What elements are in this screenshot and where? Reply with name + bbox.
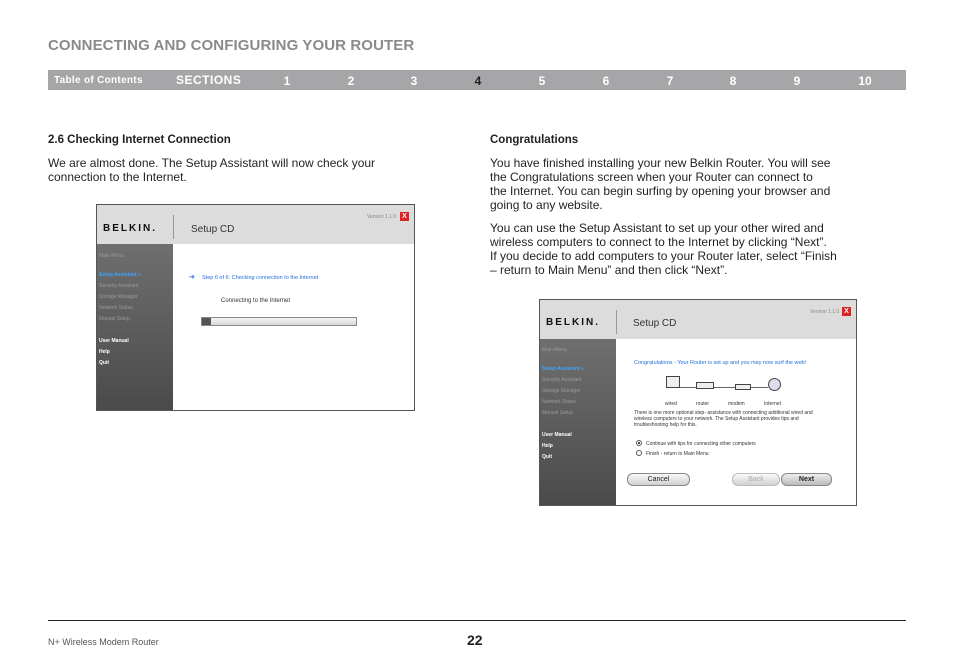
info-line: troubleshooting help for this. xyxy=(634,422,697,428)
menu-setup-assistant[interactable]: Setup Assistant » xyxy=(542,366,584,372)
step-text: Step 6 of 6: Checking connection to the Internet xyxy=(202,275,319,281)
paragraph-line: If you decide to add computers to your Router later, select “Finish xyxy=(490,249,837,263)
section-link-2[interactable]: 2 xyxy=(347,74,355,88)
section-link-6[interactable]: 6 xyxy=(602,74,610,88)
router-icon xyxy=(696,382,714,389)
congratulations-message: Congratulations - Your Router is set up and you may now surf the web! xyxy=(634,360,807,366)
continue-option-label: Continue with tips for connecting other computers xyxy=(646,441,756,447)
menu-help[interactable]: Help xyxy=(99,349,110,355)
screenshot-sidebar xyxy=(97,244,173,410)
paragraph-line: connection to the Internet. xyxy=(48,170,187,184)
logo-divider xyxy=(173,215,174,239)
menu-setup-assistant[interactable]: Setup Assistant » xyxy=(99,272,141,278)
computer-icon xyxy=(666,376,680,388)
menu-help[interactable]: Help xyxy=(542,443,553,449)
section-link-3[interactable]: 3 xyxy=(410,74,418,88)
finish-option-label: Finish - return to Main Menu xyxy=(646,451,709,457)
table-of-contents-link[interactable]: Table of Contents xyxy=(54,75,143,86)
paragraph-line: going to any website. xyxy=(490,198,603,212)
section-link-1[interactable]: 1 xyxy=(283,74,291,88)
section-nav-bar xyxy=(48,70,906,90)
section-link-8[interactable]: 8 xyxy=(729,74,737,88)
menu-network-status[interactable]: Network Status xyxy=(99,305,133,311)
modem-icon xyxy=(735,384,751,390)
next-button[interactable]: Next xyxy=(781,473,832,486)
diagram-label-wired: wired xyxy=(665,401,677,407)
menu-quit[interactable]: Quit xyxy=(99,360,109,366)
section-link-4[interactable]: 4 xyxy=(474,74,482,88)
logo-divider xyxy=(616,310,617,334)
diagram-label-router: router xyxy=(696,401,710,407)
menu-user-manual[interactable]: User Manual xyxy=(99,338,129,344)
setup-cd-title: Setup CD xyxy=(191,224,235,235)
paragraph-line: – return to Main Menu” and then click “Next”. xyxy=(490,263,728,277)
left-paragraph xyxy=(48,156,375,184)
setup-cd-title: Setup CD xyxy=(633,318,677,329)
section-link-9[interactable]: 9 xyxy=(793,74,801,88)
section-link-7[interactable]: 7 xyxy=(666,74,674,88)
menu-quit[interactable]: Quit xyxy=(542,454,552,460)
network-link xyxy=(680,387,696,388)
menu-main-menu[interactable]: Main Menu xyxy=(542,347,567,353)
page-heading: CONNECTING AND CONFIGURING YOUR ROUTER xyxy=(48,37,415,54)
progress-bar-fill xyxy=(202,318,211,325)
info-line: There is one more optional step- assistance with connecting additional wired and xyxy=(634,410,813,416)
progress-bar xyxy=(201,317,357,326)
congratulations-screenshot xyxy=(539,299,857,506)
right-section-heading: Congratulations xyxy=(490,134,579,146)
diagram-label-modem: modem xyxy=(728,401,745,407)
arrow-right-icon: ➔ xyxy=(189,274,195,281)
paragraph-line: You can use the Setup Assistant to set up your other wired and xyxy=(490,221,824,235)
footer-product-name: N+ Wireless Modem Router xyxy=(48,637,159,647)
paragraph-line: the Congratulations screen when your Router can connect to xyxy=(490,170,813,184)
continue-option-radio[interactable] xyxy=(636,440,642,446)
menu-user-manual[interactable]: User Manual xyxy=(542,432,572,438)
belkin-logo: BELKIN. xyxy=(103,223,157,234)
finish-option-radio[interactable] xyxy=(636,450,642,456)
close-icon[interactable]: X xyxy=(400,212,409,221)
back-button[interactable]: Back xyxy=(732,473,780,486)
connecting-text: Connecting to the Internet xyxy=(221,298,291,304)
footer-rule xyxy=(48,620,906,621)
info-line: wireless computers to your network. The Setup Assistant provides tips and xyxy=(634,416,799,422)
left-section-heading: 2.6 Checking Internet Connection xyxy=(48,134,231,146)
section-link-10[interactable]: 10 xyxy=(858,74,872,88)
paragraph-line: You have finished installing your new Belkin Router. You will see xyxy=(490,156,831,170)
paragraph-line: We are almost done. The Setup Assistant will now check your xyxy=(48,156,376,170)
paragraph-line: the Internet. You can begin surfing by opening your browser and xyxy=(490,184,831,198)
menu-security-assistant[interactable]: Security Assistant xyxy=(542,377,582,383)
right-paragraph-1 xyxy=(490,156,830,212)
menu-storage-manager[interactable]: Storage Manager xyxy=(542,388,581,394)
section-link-5[interactable]: 5 xyxy=(538,74,546,88)
diagram-label-internet: Internet xyxy=(764,401,781,407)
globe-icon xyxy=(768,378,781,391)
menu-manual-setup[interactable]: Manual Setup xyxy=(542,410,573,416)
cancel-button[interactable]: Cancel xyxy=(627,473,690,486)
menu-security-assistant[interactable]: Security Assistant xyxy=(99,283,139,289)
menu-manual-setup[interactable]: Manual Setup xyxy=(99,316,130,322)
network-link xyxy=(751,387,768,388)
page-number: 22 xyxy=(467,632,483,648)
version-label: Version 1.1.0 xyxy=(810,309,840,315)
sections-label: SECTIONS xyxy=(176,73,242,87)
network-link xyxy=(714,387,735,388)
screenshot-sidebar xyxy=(540,339,616,505)
checking-connection-screenshot xyxy=(96,204,415,411)
info-text xyxy=(634,410,813,428)
paragraph-line: wireless computers to connect to the Internet by clicking “Next”. xyxy=(490,235,827,249)
menu-main-menu[interactable]: Main Menu xyxy=(99,253,124,259)
belkin-logo: BELKIN. xyxy=(546,317,600,328)
version-label: Version 1.1.0 xyxy=(367,214,397,220)
right-paragraph-2 xyxy=(490,221,837,277)
menu-network-status[interactable]: Network Status xyxy=(542,399,576,405)
close-icon[interactable]: X xyxy=(842,307,851,316)
menu-storage-manager[interactable]: Storage Manager xyxy=(99,294,138,300)
